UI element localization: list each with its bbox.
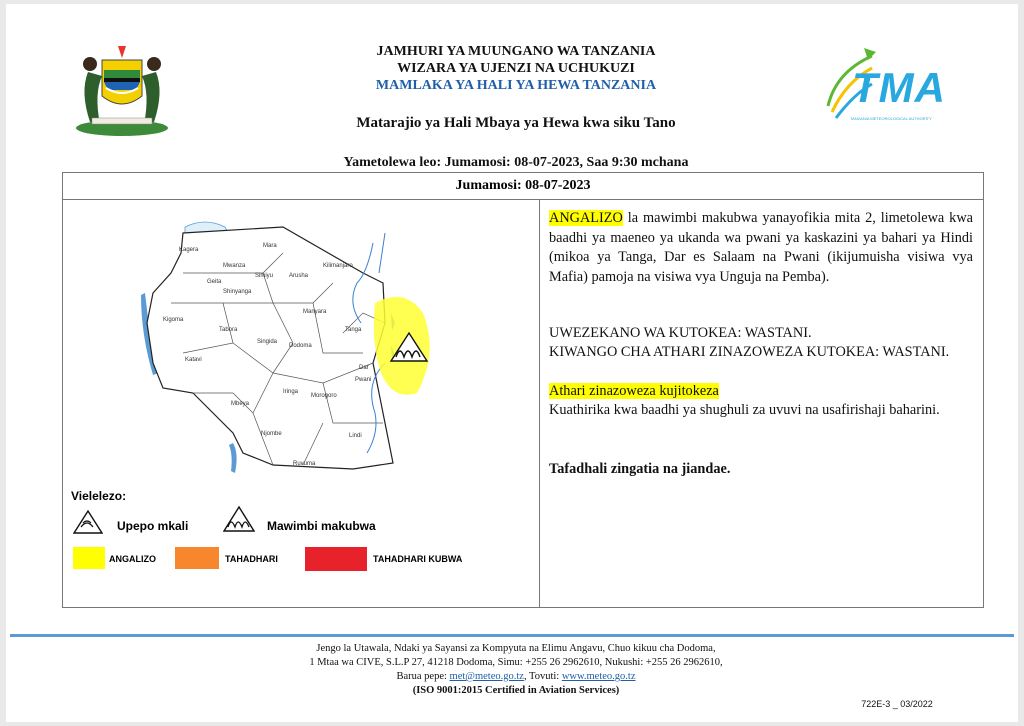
issued-date: Yametolewa leo: Jumamosi: 08-07-2023, Saa 9:30 mchana — [343, 155, 689, 170]
wind-icon — [73, 509, 103, 535]
tma-logo-subtitle: TANZANIA METEOROLOGICAL AUTHORITY — [850, 116, 932, 121]
document-title: Matarajio ya Hali Mbaya ya Hewa kwa siku Tano — [356, 115, 676, 131]
legend-wind-label: Upepo mkali — [117, 519, 189, 533]
map-label-mwanza: Mwanza — [223, 263, 246, 269]
forecast-date: Jumamosi: 08-07-2023 — [63, 173, 983, 200]
map-label-dar: Dar — [359, 365, 369, 371]
footer-website-prefix: , Tovuti: — [523, 671, 562, 682]
advice-text: Tafadhali zingatia na jiandae. — [549, 461, 731, 477]
legend-label-tahadhari-kubwa: TAHADHARI KUBWA — [373, 554, 463, 564]
footer-address-2: 1 Mtaa wa CIVE, S.L.P 27, 41218 Dodoma, Simu: +255 26 2962610, Nukushi: +255 26 2962610, — [309, 657, 723, 668]
document-page — [6, 4, 1018, 722]
forecast-table — [62, 172, 984, 608]
map-label-arusha: Arusha — [289, 273, 309, 279]
map-label-simiyu: Simiyu — [255, 273, 274, 279]
map-label-iringa: Iringa — [283, 389, 299, 395]
map-label-mara: Mara — [263, 243, 277, 249]
footer-email-link[interactable]: met@meteo.go.tz — [449, 671, 524, 682]
legend-swatch-angalizo — [73, 547, 105, 569]
map-label-shinyanga: Shinyanga — [223, 289, 252, 295]
map-label-morogoro: Morogoro — [311, 393, 337, 399]
map-label-kigoma: Kigoma — [163, 317, 184, 323]
map-label-dodoma: Dodoma — [289, 343, 312, 349]
warning-text: la mawimbi makubwa yanayofikia mita 2, limetolewa kwa baadhi ya maeneo ya ukanda wa pwani ya kaskazini ya bahari ya Hindi (mikoa ya Tanga, Dar es Salaam na Pwani (ikijumuisha visiwa vya Mafia) pamoja na visiwa vya Unguja na Pemba). — [549, 210, 973, 285]
legend-waves-label: Mawimbi makubwa — [267, 519, 376, 533]
warning-level-word: ANGALIZO — [549, 210, 623, 226]
map-label-tabora: Tabora — [219, 327, 238, 333]
impacts-heading-text: Athari zinazoweza kujitokeza — [549, 383, 719, 399]
map-label-pwani: Pwani — [355, 377, 372, 383]
footer-iso: (ISO 9001:2015 Certified in Aviation Services) — [412, 685, 620, 696]
map-label-tanga: Tanga — [345, 327, 362, 333]
document-code: 722E-3 _ 03/2022 — [861, 699, 933, 709]
map-label-mbeya: Mbeya — [231, 401, 250, 407]
legend-swatch-tahadhari — [175, 547, 219, 569]
header-line-authority: MAMLAKA YA HALI YA HEWA TANZANIA — [375, 78, 657, 93]
map-label-geita: Geita — [207, 279, 222, 285]
coat-of-arms-emblem — [68, 42, 176, 138]
map-label-katavi: Katavi — [185, 357, 202, 363]
footer-divider — [10, 634, 1014, 637]
column-divider — [539, 199, 540, 607]
map-label-singida: Singida — [257, 339, 278, 345]
tma-logo-text: TMA — [852, 64, 946, 111]
footer-contacts — [206, 670, 826, 684]
header-line-ministry: WIZARA YA UJENZI NA UCHUKUZI — [397, 61, 635, 76]
header-line-republic: JAMHURI YA MUUNGANO WA TANZANIA — [376, 44, 656, 59]
waves-icon — [223, 505, 255, 533]
impact-level-text: KIWANGO CHA ATHARI ZINAZOWEZA KUTOKEA: WASTANI. — [549, 344, 950, 360]
tma-logo — [822, 44, 952, 128]
footer-email-prefix: Barua pepe: — [396, 671, 450, 682]
legend-swatch-tahadhari-kubwa — [305, 547, 367, 571]
impacts-text: Kuathirika kwa baadhi ya shughuli za uvuvi na usafirishaji baharini. — [549, 402, 940, 418]
legend-title: Vielelezo: — [71, 489, 127, 503]
footer-website-link[interactable]: www.meteo.go.tz — [561, 671, 636, 682]
tanzania-map — [123, 213, 443, 493]
map-label-kilimanjaro: Kilimanjaro — [323, 263, 353, 269]
impacts-heading — [549, 382, 973, 402]
warning-paragraph — [549, 209, 973, 287]
map-label-njombe: Njombe — [261, 431, 282, 437]
map-label-kagera: Kagera — [179, 247, 199, 253]
map-label-lindi: Lindi — [349, 433, 362, 439]
likelihood-text: UWEZEKANO WA KUTOKEA: WASTANI. — [549, 325, 812, 341]
footer-address-1: Jengo la Utawala, Ndaki ya Sayansi za Kompyuta na Elimu Angavu, Chuo kikuu cha Dodoma, — [316, 643, 716, 654]
legend-label-angalizo: ANGALIZO — [109, 554, 156, 564]
map-label-ruvuma: Ruvuma — [293, 461, 316, 467]
map-label-manyara: Manyara — [303, 309, 327, 315]
legend-label-tahadhari: TAHADHARI — [225, 554, 278, 564]
